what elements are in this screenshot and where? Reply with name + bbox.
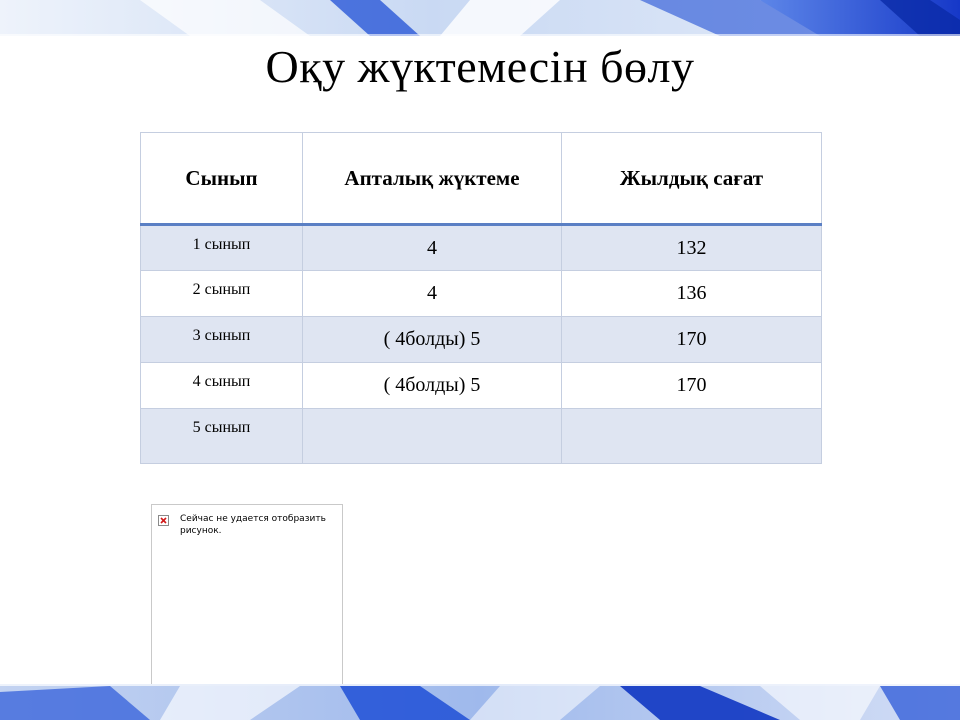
- class-cell: 4 сынып: [141, 363, 303, 409]
- weekly-load-cell: ( 4болды) 5: [303, 317, 562, 363]
- annual-hours-cell: [562, 409, 822, 464]
- table-row: [141, 409, 822, 464]
- table-row: [141, 317, 822, 363]
- weekly-load-cell: 4: [303, 271, 562, 317]
- column-header-annual-hours: Жылдық сағат: [562, 133, 822, 225]
- bottom-decorative-band: [0, 684, 960, 720]
- class-cell: 2 сынып: [141, 271, 303, 317]
- table-row: [141, 225, 822, 271]
- broken-image-placeholder: [151, 504, 343, 684]
- table-row: [141, 271, 822, 317]
- weekly-load-cell: ( 4болды) 5: [303, 363, 562, 409]
- teaching-load-table: [140, 132, 822, 464]
- class-cell: 1 сынып: [141, 225, 303, 271]
- annual-hours-cell: 132: [562, 225, 822, 271]
- table-header-row: [141, 133, 822, 225]
- slide-title: Оқу жүктемесін бөлу: [265, 41, 695, 92]
- annual-hours-cell: 136: [562, 271, 822, 317]
- weekly-load-cell: 4: [303, 225, 562, 271]
- class-cell: 5 сынып: [141, 409, 303, 464]
- class-cell: 3 сынып: [141, 317, 303, 363]
- broken-image-icon: [158, 515, 169, 526]
- annual-hours-cell: 170: [562, 317, 822, 363]
- weekly-load-cell: [303, 409, 562, 464]
- column-header-class: Сынып: [141, 133, 303, 225]
- table-row: [141, 363, 822, 409]
- column-header-weekly-load: Апталық жүктеме: [303, 133, 562, 225]
- annual-hours-cell: 170: [562, 363, 822, 409]
- top-decorative-band: [0, 0, 960, 36]
- broken-image-message: Сейчас не удается отобразить рисунок.: [180, 514, 326, 536]
